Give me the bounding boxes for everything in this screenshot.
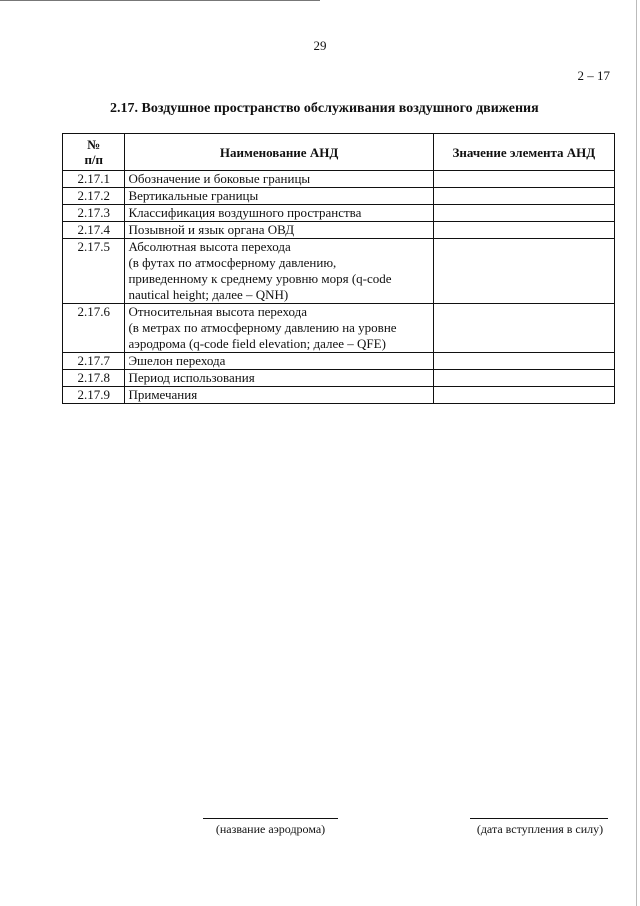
table-row xyxy=(63,304,615,353)
row-name xyxy=(125,387,433,404)
row-name-line: Классификация воздушного пространства xyxy=(128,205,362,220)
table-row xyxy=(63,387,615,404)
row-name-line: Период использования xyxy=(128,370,255,385)
table-row xyxy=(63,370,615,387)
header-num-line-2: п/п xyxy=(84,152,104,167)
footer-line-right xyxy=(470,818,608,819)
row-name-line: Позывной и язык органа ОВД xyxy=(128,222,295,237)
header-value: Значение элемента АНД xyxy=(433,134,614,171)
header-name: Наименование АНД xyxy=(125,134,433,171)
row-number: 2.17.6 xyxy=(63,304,125,353)
row-name xyxy=(125,239,433,304)
row-name-line: Эшелон перехода xyxy=(128,353,226,368)
section-title: 2.17. Воздушное пространство обслуживания воздушного движения xyxy=(110,101,539,116)
row-name xyxy=(125,188,433,205)
row-name-line: (в футах по атмосферному давлению, xyxy=(128,255,337,270)
row-number: 2.17.5 xyxy=(63,239,125,304)
top-edge-rule xyxy=(0,0,320,1)
row-name xyxy=(125,222,433,239)
row-value xyxy=(433,222,614,239)
row-name xyxy=(125,171,433,188)
right-edge-rule xyxy=(636,0,637,906)
row-name-line: nautical height; далее – QNH) xyxy=(128,287,289,302)
row-value xyxy=(433,205,614,222)
page-number: 29 xyxy=(313,38,327,53)
and-table xyxy=(62,133,615,404)
table-row xyxy=(63,222,615,239)
table-row xyxy=(63,171,615,188)
row-number: 2.17.3 xyxy=(63,205,125,222)
row-name-line: Примечания xyxy=(128,387,198,402)
table-row xyxy=(63,353,615,370)
table-body xyxy=(63,171,615,404)
row-name xyxy=(125,304,433,353)
row-value xyxy=(433,353,614,370)
row-name xyxy=(125,353,433,370)
table-header-row xyxy=(63,134,615,171)
row-name-line: (в метрах по атмосферному давлению на уровне xyxy=(128,320,397,335)
row-name-line: Относительная высота перехода xyxy=(128,304,308,319)
row-value xyxy=(433,370,614,387)
header-num xyxy=(63,134,125,171)
row-number: 2.17.9 xyxy=(63,387,125,404)
row-name-line: аэродрома (q-code field elevation; далее – QFE) xyxy=(128,336,386,351)
row-value xyxy=(433,387,614,404)
row-name-line: приведенному к среднему уровню моря (q-code xyxy=(128,271,392,286)
page-code: 2 – 17 xyxy=(577,68,610,83)
row-number: 2.17.1 xyxy=(63,171,125,188)
row-number: 2.17.4 xyxy=(63,222,125,239)
row-value xyxy=(433,188,614,205)
footer-caption-left: (название аэродрома) xyxy=(215,822,326,836)
row-value xyxy=(433,239,614,304)
header-num-line-1: № xyxy=(87,137,101,152)
table-row xyxy=(63,239,615,304)
footer-line-left xyxy=(203,818,338,819)
row-value xyxy=(433,304,614,353)
row-name xyxy=(125,370,433,387)
row-name-line: Обозначение и боковые границы xyxy=(128,171,311,186)
row-name-line: Абсолютная высота перехода xyxy=(128,239,291,254)
row-number: 2.17.2 xyxy=(63,188,125,205)
row-name-line: Вертикальные границы xyxy=(128,188,259,203)
footer-caption-right: (дата вступления в силу) xyxy=(476,822,604,836)
row-number: 2.17.8 xyxy=(63,370,125,387)
table-row xyxy=(63,188,615,205)
row-number: 2.17.7 xyxy=(63,353,125,370)
table-row xyxy=(63,205,615,222)
row-value xyxy=(433,171,614,188)
row-name xyxy=(125,205,433,222)
